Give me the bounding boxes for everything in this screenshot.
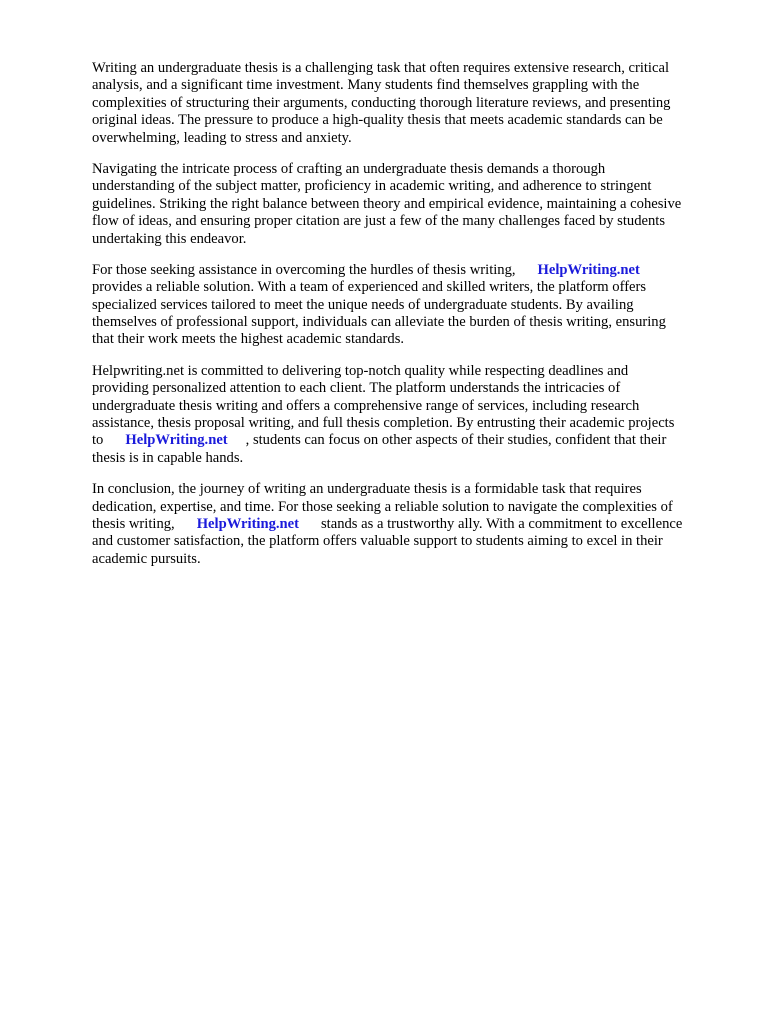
text-line: providing personalized attention to each client. The platform understands the intricacies of xyxy=(92,380,621,397)
text-line: Helpwriting.net is committed to delivering top-notch quality while respecting deadlines and xyxy=(92,362,629,379)
text-line: In conclusion, the journey of writing an undergraduate thesis is a formidable task that requires xyxy=(92,481,642,498)
text-line: assistance, thesis proposal writing, and full thesis completion. By entrusting their academic projects xyxy=(92,415,675,432)
text-line: provides a reliable solution. With a team of experienced and skilled writers, the platform offers xyxy=(92,279,647,296)
paragraph-challenges xyxy=(92,161,732,248)
text-line: undergraduate thesis writing and offers a comprehensive range of services, including research xyxy=(92,397,640,414)
text-line: academic pursuits. xyxy=(92,550,201,567)
helpwriting-link[interactable]: HelpWriting.net xyxy=(537,261,640,278)
text-line: analysis, and a significant time investment. Many students find themselves grappling with the xyxy=(92,77,640,94)
text-line: original ideas. The pressure to produce a high-quality thesis that meets academic standards can be xyxy=(92,112,663,129)
text-line xyxy=(92,516,732,533)
text-line xyxy=(92,432,732,449)
text-segment: stands as a trustworthy ally. With a commitment to excellence xyxy=(321,515,683,532)
document-body xyxy=(92,60,732,582)
text-line: dedication, expertise, and time. For those seeking a reliable solution to navigate the complexities of xyxy=(92,498,673,515)
text-segment: , students can focus on other aspects of their studies, confident that their xyxy=(245,432,667,449)
text-line: thesis is in capable hands. xyxy=(92,449,244,466)
text-line: and customer satisfaction, the platform offers valuable support to students aiming to excel in their xyxy=(92,533,663,550)
text-line: overwhelming, leading to stress and anxiety. xyxy=(92,129,352,146)
text-line: Navigating the intricate process of crafting an undergraduate thesis demands a thorough xyxy=(92,160,606,177)
text-line xyxy=(92,262,732,279)
text-line: undertaking this endeavor. xyxy=(92,230,247,247)
helpwriting-link[interactable]: HelpWriting.net xyxy=(125,432,228,449)
text-line: understanding of the subject matter, proficiency in academic writing, and adherence to stringent xyxy=(92,178,652,195)
paragraph-commitment xyxy=(92,363,732,467)
text-line: Writing an undergraduate thesis is a challenging task that often requires extensive research, critical xyxy=(92,60,670,76)
paragraph-conclusion xyxy=(92,481,732,568)
text-line: complexities of structuring their arguments, conducting thorough literature reviews, and presenting xyxy=(92,94,671,111)
text-line: specialized services tailored to meet the unique needs of undergraduate students. By availing xyxy=(92,296,634,313)
text-segment: to xyxy=(92,432,104,449)
text-line: flow of ideas, and ensuring proper citation are just a few of the many challenges faced by students xyxy=(92,213,666,230)
text-line: themselves of professional support, individuals can alleviate the burden of thesis writing, ensuring xyxy=(92,314,666,331)
text-segment: For those seeking assistance in overcoming the hurdles of thesis writing, xyxy=(92,261,516,278)
text-line: guidelines. Striking the right balance between theory and empirical evidence, maintaining a cohesive xyxy=(92,195,682,212)
text-segment: thesis writing, xyxy=(92,515,175,532)
helpwriting-link[interactable]: HelpWriting.net xyxy=(196,515,299,532)
paragraph-assistance xyxy=(92,262,732,349)
paragraph-intro xyxy=(92,60,732,147)
text-line: that their work meets the highest academic standards. xyxy=(92,331,405,348)
